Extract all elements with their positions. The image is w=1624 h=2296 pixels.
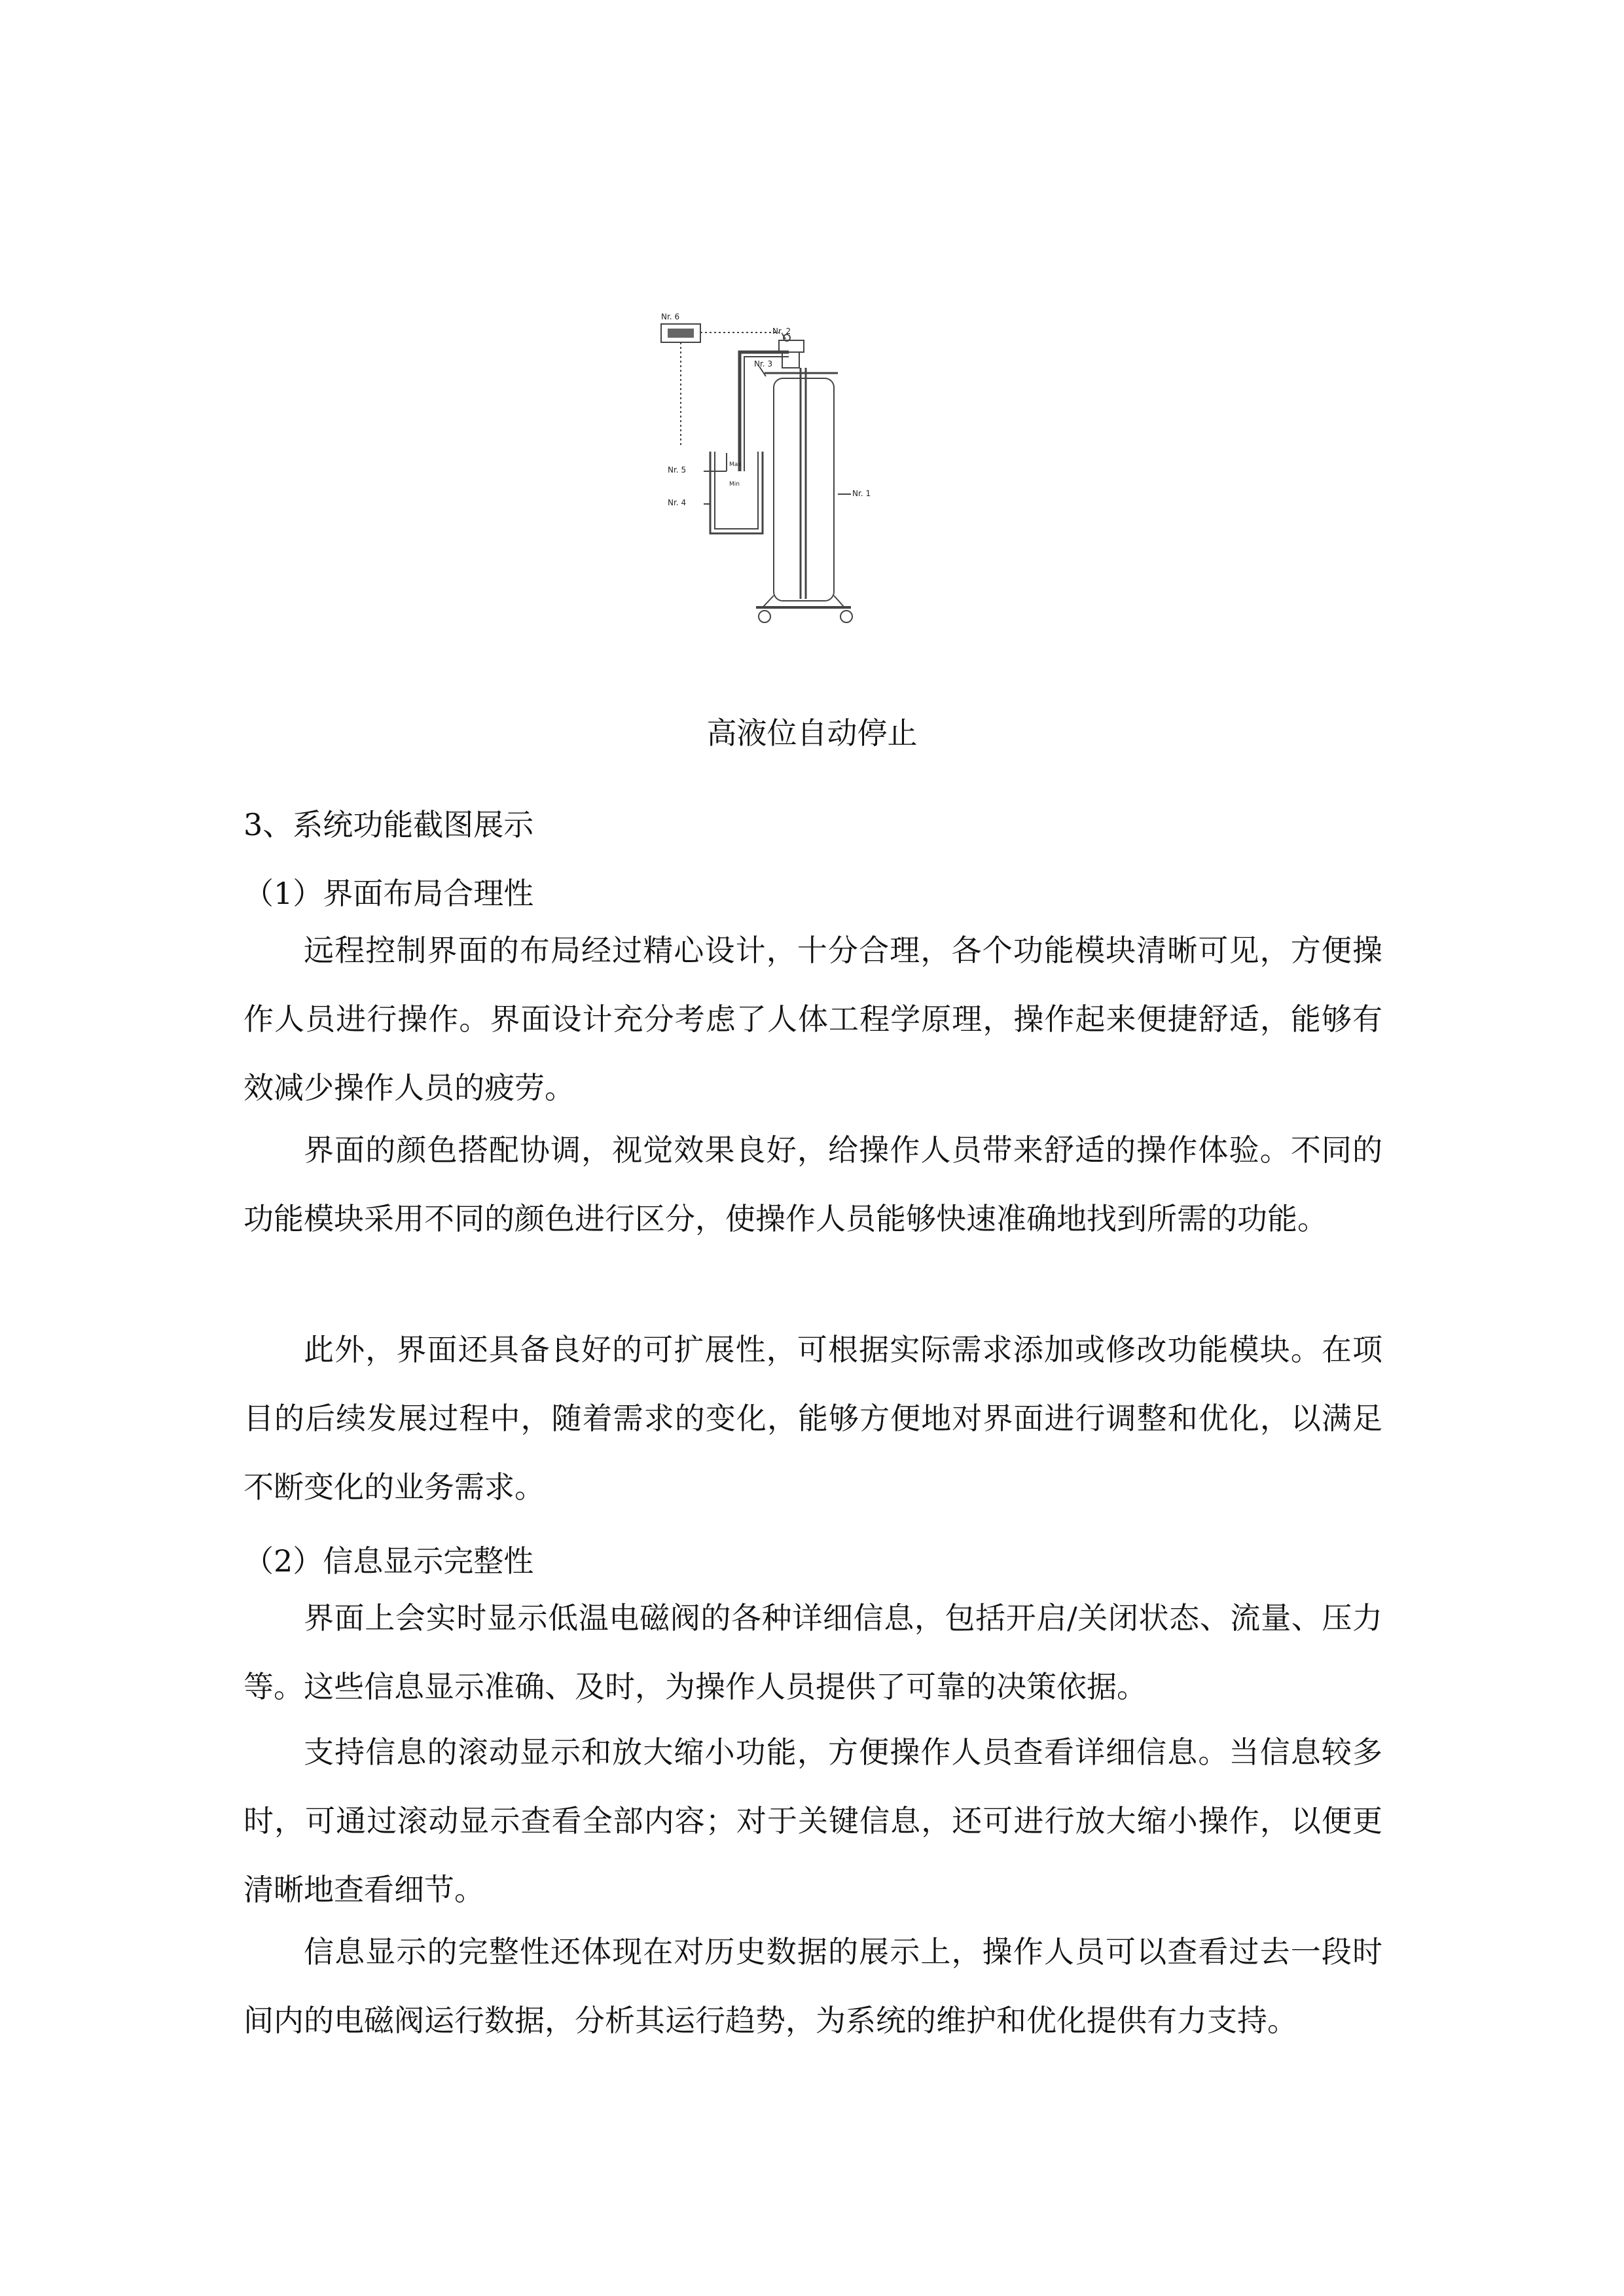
wheel-right (840, 611, 852, 622)
label-nr2: Nr. 2 (772, 327, 791, 336)
paragraph: 远程控制界面的布局经过精心设计，十分合理，各个功能模块清晰可见，方便操作人员进行操作。界面设计充分考虑了人体工程学原理，操作起来便捷舒适，能够有效减少操作人员的疲劳。 (244, 933, 1382, 1105)
subsection-1-title: （1）界面布局合理性 (244, 876, 534, 911)
transfer-pipe (740, 352, 789, 471)
label-nr5: Nr. 5 (668, 465, 687, 475)
paragraph: 界面的颜色搭配协调，视觉效果良好，给操作人员带来舒适的操作体验。不同的功能模块采用不同的颜色进行区分，使操作人员能够快速准确地找到所需的功能。 (244, 1132, 1382, 1236)
paragraph: 界面上会实时显示低温电磁阀的各种详细信息，包括开启/关闭状态、流量、压力等。这些信息显示准确、及时，为操作人员提供了可靠的决策依据。 (244, 1600, 1382, 1704)
label-min: Min (729, 481, 740, 488)
label-max: Max (729, 461, 742, 468)
section-title: 3、系统功能截图展示 (244, 807, 534, 842)
dewar-diagram-figure (648, 275, 1001, 648)
figure-caption: 高液位自动停止 (706, 715, 918, 751)
label-nr4: Nr. 4 (668, 498, 687, 507)
wheel-left (759, 611, 770, 622)
paragraph: 信息显示的完整性还体现在对历史数据的展示上，操作人员可以查看过去一段时间内的电磁阀运行数据，分析其运行趋势，为系统的维护和优化提供有力支持。 (244, 1934, 1382, 2038)
valve-head (779, 340, 804, 352)
paragraph: 支持信息的滚动显示和放大缩小功能，方便操作人员查看详细信息。当信息较多时，可通过滚动显示查看全部内容；对于关键信息，还可进行放大缩小操作，以便更清晰地查看细节。 (244, 1734, 1382, 1907)
label-nr3: Nr. 3 (754, 359, 773, 368)
subsection-2-title: （2）信息显示完整性 (244, 1543, 534, 1579)
dewar-diagram (648, 275, 1001, 648)
label-nr6: Nr. 6 (661, 312, 680, 321)
dewar-tank (774, 378, 834, 601)
paragraph: 此外，界面还具备良好的可扩展性，可根据实际需求添加或修改功能模块。在项目的后续发展过程中，随着需求的变化，能够方便地对界面进行调整和优化，以满足不断变化的业务需求。 (244, 1332, 1382, 1505)
label-nr1: Nr. 1 (852, 489, 871, 498)
